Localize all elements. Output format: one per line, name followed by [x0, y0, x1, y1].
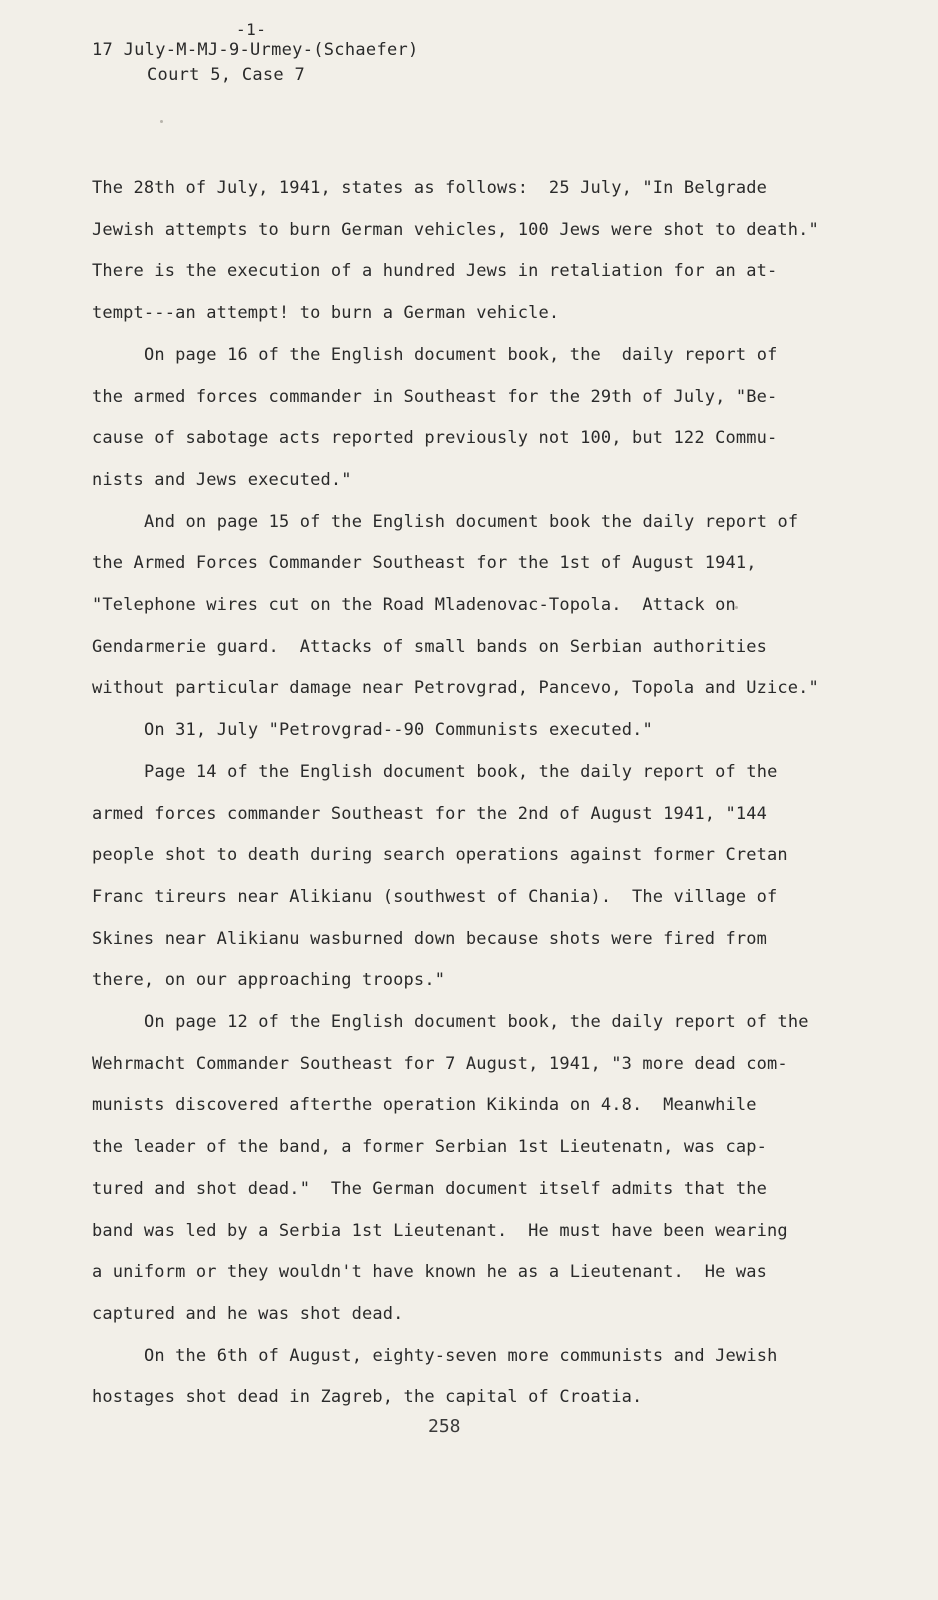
page-marker: -1-: [236, 20, 267, 39]
body-line: "Telephone wires cut on the Road Mladenovac-Topola. Attack on: [92, 595, 736, 616]
body-line: tured and shot dead." The German document itself admits that the: [92, 1178, 768, 1199]
body-line: captured and he was shot dead.: [92, 1303, 404, 1324]
body-line: On page 16 of the English document book, the daily report of: [144, 344, 778, 365]
body-line: On page 12 of the English document book, the daily report of the: [144, 1012, 809, 1033]
body-line: without particular damage near Petrovgrad, Pancevo, Topola and Uzice.": [92, 678, 819, 699]
body-line: Jewish attempts to burn German vehicles, 100 Jews were shot to death.": [92, 219, 819, 240]
body-line: There is the execution of a hundred Jews in retaliation for an at-: [92, 261, 778, 282]
body-line: On 31, July "Petrovgrad--90 Communists executed.": [144, 720, 653, 741]
body-line: armed forces commander Southeast for the 2nd of August 1941, "144: [92, 803, 768, 824]
body-line: there, on our approaching troops.": [92, 970, 446, 991]
body-line: nists and Jews executed.": [92, 469, 352, 490]
body-line: Franc tireurs near Alikianu (southwest of Chania). The village of: [92, 886, 778, 907]
body-line: And on page 15 of the English document book the daily report of: [144, 511, 799, 532]
footer-page-number: 258: [428, 1416, 461, 1437]
document-header: [92, 38, 419, 88]
header-session-line: 17 July-M-MJ-9-Urmey-(Schaefer): [92, 40, 419, 60]
body-line: On the 6th of August, eighty-seven more communists and Jewish: [144, 1345, 778, 1366]
body-line: cause of sabotage acts reported previously not 100, but 122 Commu-: [92, 428, 778, 449]
body-line: Page 14 of the English document book, the daily report of the: [144, 761, 778, 782]
body-line: people shot to death during search operations against former Cretan: [92, 845, 788, 866]
body-line: the leader of the band, a former Serbian 1st Lieutenatn, was cap-: [92, 1137, 768, 1158]
body-line: the Armed Forces Commander Southeast for the 1st of August 1941,: [92, 553, 757, 574]
body-line: hostages shot dead in Zagreb, the capital of Croatia.: [92, 1387, 643, 1408]
paper-speck: [160, 120, 163, 123]
body-line: tempt---an attempt! to burn a German vehicle.: [92, 303, 560, 324]
body-line: Gendarmerie guard. Attacks of small bands on Serbian authorities: [92, 636, 768, 657]
body-line: The 28th of July, 1941, states as follows: 25 July, "In Belgrade: [92, 178, 768, 198]
body-line: a uniform or they wouldn't have known he as a Lieutenant. He was: [92, 1262, 768, 1283]
body-line: band was led by a Serbia 1st Lieutenant. He must have been wearing: [92, 1220, 788, 1241]
header-court-line: Court 5, Case 7: [147, 65, 306, 85]
body-line: the armed forces commander in Southeast for the 29th of July, "Be-: [92, 386, 778, 407]
body-line: Skines near Alikianu wasburned down because shots were fired from: [92, 928, 768, 949]
body-line: Wehrmacht Commander Southeast for 7 August, 1941, "3 more dead com-: [92, 1053, 788, 1074]
transcript-body: [92, 168, 832, 1419]
body-line: munists discovered afterthe operation Kikinda on 4.8. Meanwhile: [92, 1095, 757, 1116]
